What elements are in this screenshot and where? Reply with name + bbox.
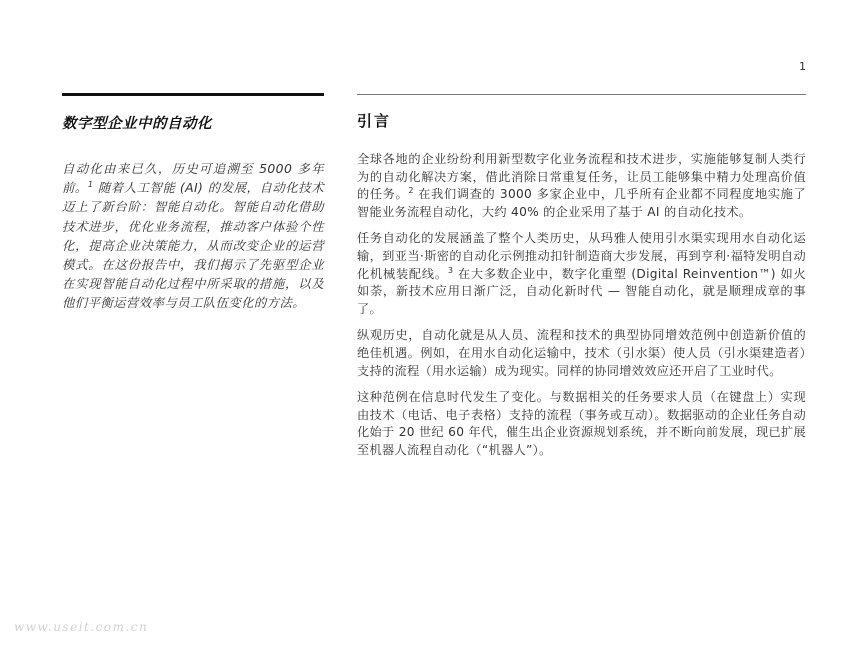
intro-paragraph-4: 这种范例在信息时代发生了变化。与数据相关的任务要求人员（在键盘上）实现由技术（电话、电子表格）支持的流程（事务或互动）。数据驱动的企业任务自动化始于 20 世纪 60 年代，催生出企业资源规划系统，并不断向前发展，现已扩展至机器人流程自动化（“机器人”）。 (357, 390, 806, 457)
page-number: 1 (799, 60, 806, 73)
summary-column (62, 93, 324, 313)
summary-title: 数字型企业中的自动化 (62, 116, 212, 132)
intro-paragraph-2 (357, 230, 806, 318)
paragraph-2-text-a: 任务自动化的发展涵盖了整个人类历史，从玛雅人使用引水渠实现用水自动化运输，到亚当·斯密的自动化示例推动扣针制造商大步发展，再到亨利·福特发明自动化机械装配线。 (357, 231, 806, 281)
paragraph-1-text-b: 在我们调查的 3000 多家企业中，几乎所有企业都不同程度地实施了智能业务流程自动化，大约 40% 的企业采用了基于 AI 的自动化技术。 (357, 187, 806, 219)
site-watermark: www.useit.com.cn (14, 620, 149, 634)
introduction-title: 引言 (357, 112, 392, 130)
introduction-column (357, 94, 806, 460)
footnote-ref-2: 2 (408, 186, 414, 196)
intro-paragraph-1 (357, 151, 806, 221)
paragraph-2-text-b: 在大多数企业中，数字化重塑 (Digital Reinvention™) 如火如荼，新技术应用日渐广泛，自动化新时代 — 智能自动化，就是顺理成章的事了。 (357, 266, 806, 316)
abstract-text-part2: 随着人工智能 (AI) 的发展，自动化技术迈上了新台阶：智能自动化。智能自动化借助技术进步，优化业务流程，推动客户体验个性化，提高企业决策能力，从而改变企业的运营模式。在这份报告中，我们揭示了先驱型企业在实现智能自动化过程中所采取的措施，以及他们平衡运营效率与员工队伍变化的方法。 (62, 180, 324, 311)
paragraph-1-text-a: 全球各地的企业纷纷利用新型数字化业务流程和技术进步，实施能够复制人类行为的自动化解决方案，借此消除日常重复任务，让员工能够集中精力处理高价值的任务。 (357, 152, 806, 202)
footnote-ref-3: 3 (447, 265, 454, 275)
abstract-text-part1: 自动化由来已久，历史可追溯至 5000 多年前。 (62, 161, 324, 196)
footnote-ref-1: 1 (87, 180, 94, 190)
summary-divider (62, 93, 324, 96)
summary-abstract (62, 159, 324, 313)
intro-paragraph-3: 纵观历史，自动化就是从人员、流程和技术的典型协同增效范例中创造新价值的绝佳机遇。例如，在用水自动化运输中，技术（引水渠）使人员（引水渠建造者）支持的流程（用水运输）成为现实。同样的协同增效效应还开启了工业时代。 (357, 328, 806, 378)
introduction-divider (357, 94, 806, 95)
